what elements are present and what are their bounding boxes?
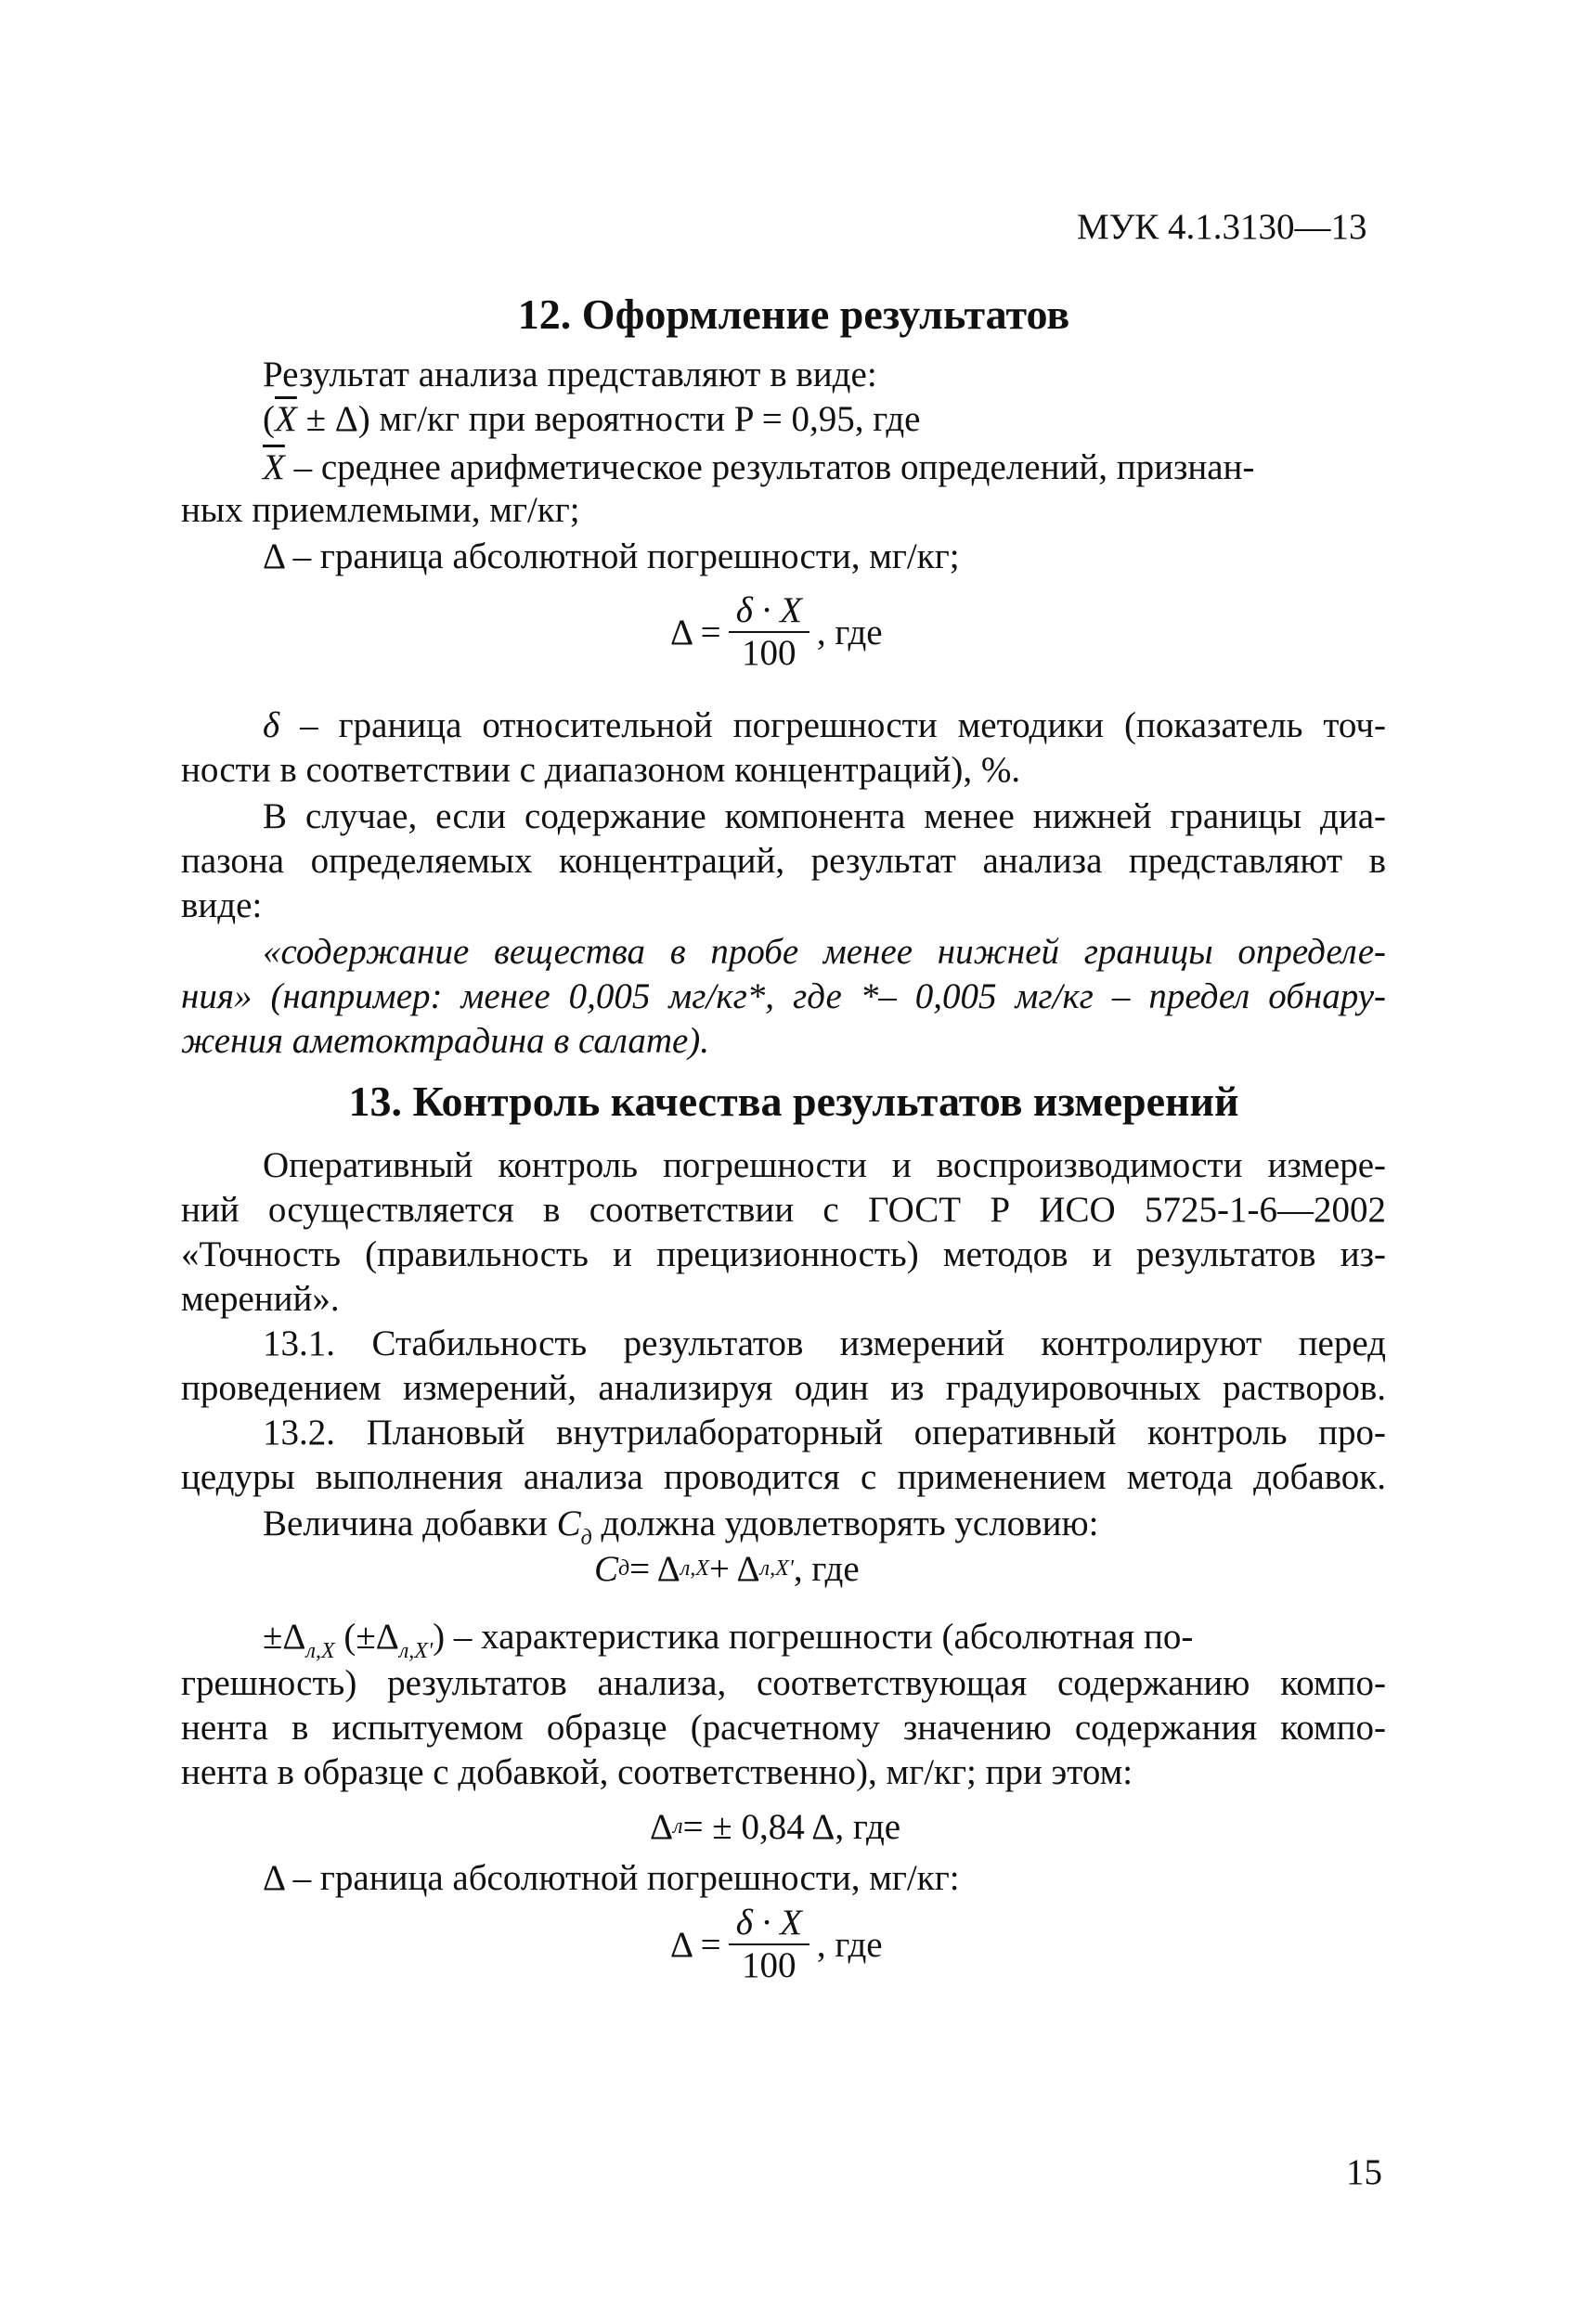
x-bar-symbol: $\overline{X}$ [263, 447, 285, 487]
text-line: Δ – граница абсолютной погрешности, мг/кг; [263, 536, 960, 576]
page-number: 15 [1346, 2152, 1382, 2192]
fraction: $\frac{\delta \cdot X}{100}$ [729, 1903, 809, 1986]
text-line: Результат анализа представляют в виде: [263, 355, 877, 394]
text-line: 13.2. Плановый внутрилабораторный оперативный контроль про- [263, 1413, 1386, 1452]
text-line: δ – граница относительной погрешности методики (показатель точ- [263, 705, 1386, 745]
text-line: ния» (например: менее 0,005 мг/кг*, где *– 0,005 мг/кг – предел обнару- [181, 976, 1386, 1016]
text-line: Оперативный контроль погрешности и воспроизводимости измере- [263, 1145, 1386, 1185]
text-line: $\overline{X}$ – среднее арифметическое результатов определений, признан- [263, 447, 1255, 487]
formula-additive: C д = Δ л,X + Δ л,X' , где [594, 1549, 860, 1589]
section-13-title: 13. Контроль качества результатов измерений [348, 1078, 1239, 1125]
document-code: МУК 4.1.3130—13 [1077, 207, 1367, 247]
fraction: $\frac{\delta \cdot X}{100}$ [729, 590, 809, 674]
text-line: $(\overline{X} \pm \Delta)$ мг/кг при вероятности P = 0,95, где [263, 399, 921, 439]
text-line: нента в испытуемом образце (расчетному значению содержания компо- [181, 1708, 1386, 1748]
text-line: ний осуществляется в соответствии с ГОСТ Р ИСО 5725-1-6—2002 [181, 1190, 1386, 1230]
text-line: цедуры выполнения анализа проводится с применением метода добавок. [181, 1457, 1386, 1497]
text-line: нента в образце с добавкой, соответственно), мг/кг; при этом: [181, 1752, 1133, 1792]
text-line: мерений». [181, 1279, 340, 1319]
formula-delta-2: Δ = $\frac{\delta \cdot X}{100}$ , где [670, 1903, 883, 1985]
text-line: проведением измерений, анализируя один из градуировочных растворов. [181, 1368, 1386, 1408]
text-line: грешность) результатов анализа, соответствующая содержанию компо- [181, 1663, 1386, 1703]
text-line: Δ – граница абсолютной погрешности, мг/кг: [263, 1858, 960, 1898]
text-line: виде: [181, 885, 263, 925]
text-line: «Точность (правильность и прецизионность) методов и результатов из- [181, 1234, 1386, 1274]
text-line: В случае, если содержание компонента менее нижней границы диа- [263, 796, 1386, 836]
text-line: $\pm\Delta_{л,X}$ $(\pm\Delta_{л,X'})$ – характеристика погрешности (абсолютная по- [263, 1617, 1194, 1663]
text-line: ных приемлемыми, мг/кг; [181, 490, 580, 530]
text-line: жения аметоктрадина в салате). [181, 1021, 710, 1061]
text-line: 13.1. Стабильность результатов измерений контролируют перед [263, 1323, 1386, 1363]
formula-delta-l: Δ л = ± 0,84 Δ, где [650, 1807, 901, 1847]
text-line: пазона определяемых концентраций, результат анализа представляют в [181, 841, 1386, 881]
text-line: Величина добавки $C_д$ должна удовлетворять условию: [263, 1504, 1099, 1550]
x-bar-symbol: $\overline{X}$ [275, 399, 297, 439]
text-line: «содержание вещества в пробе менее нижней границы определе- [263, 932, 1386, 972]
text-line: ности в соответствии с диапазоном концентраций), %. [181, 750, 1021, 790]
section-12-title: 12. Оформление результатов [517, 290, 1070, 338]
formula-delta: Δ = $\frac{\delta \cdot X}{100}$ , где [670, 590, 883, 673]
